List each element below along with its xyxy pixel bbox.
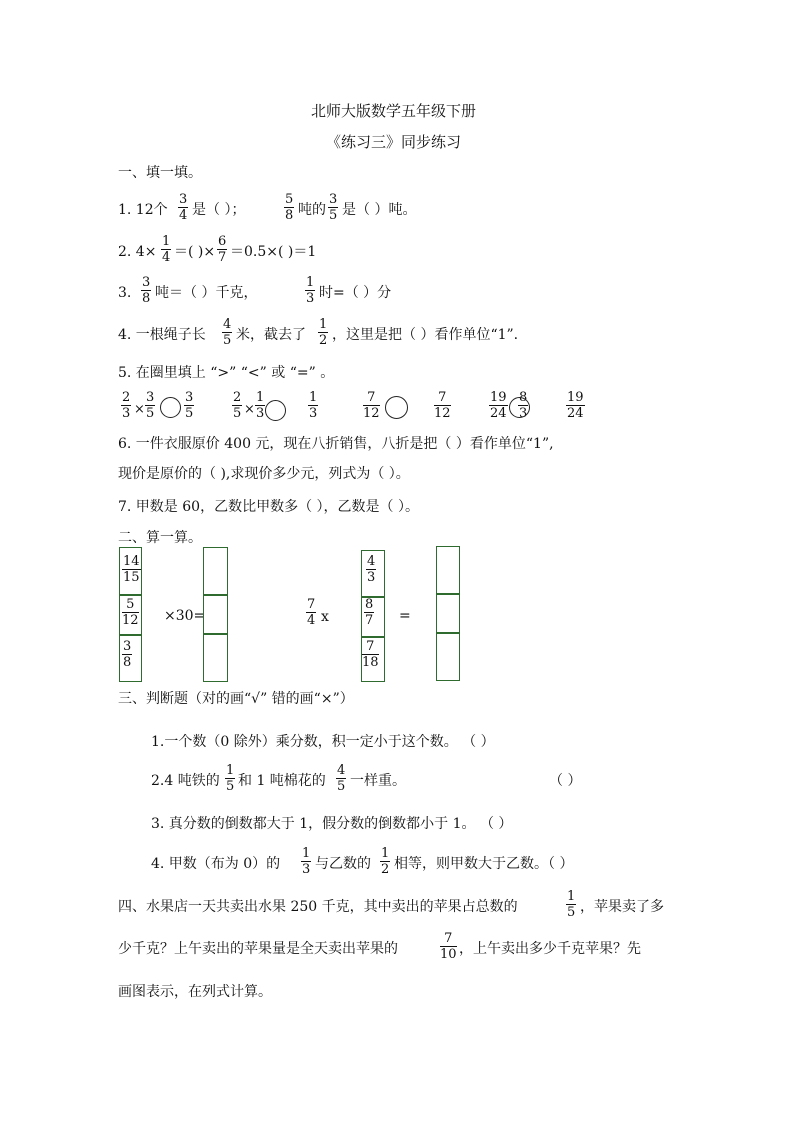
q2-text-c: ＝0.5×( )＝1 (230, 244, 317, 260)
q5-fraction: $\frac{7}{12}$ (363, 390, 380, 421)
answer-box[interactable] (203, 595, 228, 634)
q5-fraction: $\frac{2}{3}$ (122, 390, 131, 421)
q5-fraction: $\frac{2}{5}$ (233, 390, 242, 421)
q6-line-2: 现价是原价的（ ),求现价多少元，列式为（ ）。 (118, 466, 410, 482)
compare-circle[interactable] (265, 400, 286, 421)
section-4-line-2a: 少千克？上午卖出的苹果量是全天卖出苹果的 (118, 941, 398, 957)
section-4-fraction: $\frac{7}{10}$ (440, 931, 457, 962)
judge-q2-fraction: $\frac{4}{5}$ (337, 763, 346, 794)
q5-fraction: $\frac{19}{24}$ (490, 390, 507, 421)
q1-fraction-2: $\frac{5}{8}$ (285, 192, 294, 223)
calc-left-fraction: $\frac{5}{12}$ (122, 597, 139, 628)
compare-circle[interactable] (509, 397, 530, 418)
q7-text: 7. 甲数是 60，乙数比甲数多（ ），乙数是（ ）。 (118, 499, 419, 515)
q5-fraction: $\frac{1}{3}$ (309, 390, 318, 421)
q4-text-a: 4. 一根绳子长 (118, 327, 206, 343)
calc-left-fraction: $\frac{3}{8}$ (123, 639, 132, 670)
q6-line-1: 6. 一件衣服原价 400 元，现在八折销售，八折是把（ ）看作单位“1”, (118, 436, 554, 452)
answer-box[interactable] (203, 634, 228, 682)
judge-q4-a: 4. 甲数（布为 0）的 (151, 856, 281, 872)
q5-times-sign: × (134, 402, 145, 417)
section-1-heading: 一、填一填。 (118, 165, 202, 181)
judge-q4-fraction: $\frac{1}{2}$ (381, 846, 390, 877)
q2-text-a: 2. 4× (118, 244, 157, 260)
section-3-heading: 三、判断题（对的画“√” 错的画“×”） (118, 691, 354, 707)
q1-fraction-1: $\frac{3}{4}$ (179, 192, 188, 223)
q1-text-d: 是（ ）吨。 (342, 202, 417, 218)
q4-fraction-1: $\frac{4}{5}$ (223, 317, 232, 348)
q3-text-b: 吨＝（ ）千克， (155, 285, 258, 301)
calc-right-fraction: $\frac{4}{3}$ (367, 554, 376, 585)
q5-fraction: $\frac{7}{12}$ (434, 390, 451, 421)
q2-text-b: ＝( )× (174, 244, 216, 260)
calc-right-fraction: $\frac{7}{18}$ (362, 639, 379, 670)
judge-q4-c: 相等，则甲数大于乙数。（ ） (394, 856, 574, 872)
judge-q4-fraction: $\frac{1}{3}$ (302, 846, 311, 877)
q1-text-b: 是（ ）； (192, 202, 246, 218)
answer-box[interactable] (436, 594, 460, 633)
q5-text: 5. 在圈里填上 “>” “<” 或 “=” 。 (118, 365, 335, 381)
q2-fraction-2: $\frac{6}{7}$ (218, 234, 227, 265)
multiply-x: x (321, 609, 329, 625)
q5-fraction: $\frac{19}{24}$ (567, 390, 584, 421)
section-4-fraction: $\frac{1}{5}$ (567, 889, 576, 920)
section-2-heading: 二、算一算。 (118, 530, 202, 546)
calc-right-fraction: $\frac{8}{7}$ (365, 597, 374, 628)
q5-fraction: $\frac{8}{3}$ (519, 390, 528, 421)
q5-fraction: $\frac{1}{3}$ (256, 390, 265, 421)
q1-text-a: 1. 12个 (118, 202, 168, 218)
q5-fraction: $\frac{3}{5}$ (146, 390, 155, 421)
q1-text-c: 吨的 (298, 202, 326, 218)
answer-box[interactable] (203, 547, 228, 595)
q5-fraction: $\frac{3}{5}$ (185, 390, 194, 421)
compare-circle[interactable] (385, 396, 408, 419)
times-thirty: ×30= (164, 608, 206, 624)
q4-fraction-2: $\frac{1}{2}$ (319, 317, 328, 348)
q5-times-sign: × (244, 402, 255, 417)
section-4-line-1a: 四、水果店一天共卖出水果 250 千克，其中卖出的苹果占总数的 (118, 899, 518, 915)
compare-circle[interactable] (160, 397, 181, 418)
section-4-line-1b: ，苹果卖了多 (580, 899, 664, 915)
calc-mid-fraction: $\frac{7}{4}$ (307, 597, 316, 628)
judge-q2-fraction: $\frac{1}{5}$ (226, 763, 235, 794)
q2-fraction-1: $\frac{1}{4}$ (162, 234, 171, 265)
q3-text-c: 时=（ ）分 (319, 285, 392, 301)
judge-q2-b: 和 1 吨棉花的 (238, 773, 326, 789)
page-subtitle: 《练习三》同步练习 (326, 133, 462, 151)
q3-fraction-1: $\frac{3}{8}$ (142, 275, 151, 306)
judge-q2-a: 2.4 吨铁的 (151, 773, 220, 789)
q1-fraction-3: $\frac{3}{5}$ (329, 192, 338, 223)
answer-box[interactable] (436, 633, 460, 681)
q3-text-a: 3. (118, 285, 132, 301)
judge-q1: 1.一个数（0 除外）乘分数，积一定小于这个数。 （ ） (151, 734, 495, 750)
q4-text-b: 米，截去了 (236, 327, 306, 343)
equals-sign: = (399, 608, 411, 624)
answer-box[interactable] (436, 546, 460, 594)
judge-q2-c: 一样重。 (350, 773, 406, 789)
section-4-line-2b: ，上午卖出多少千克苹果？先 (459, 941, 641, 957)
q4-text-c: ，这里是把（ ）看作单位“1”. (332, 327, 519, 343)
judge-q4-b: 与乙数的 (315, 856, 371, 872)
judge-q3: 3. 真分数的倒数都大于 1，假分数的倒数都小于 1。 （ ） (151, 816, 513, 832)
judge-q2-d: （ ） (549, 773, 582, 789)
section-4-line-3: 画图表示，在列式计算。 (118, 984, 272, 1000)
calc-left-fraction: $\frac{14}{15}$ (123, 554, 140, 585)
q3-fraction-2: $\frac{1}{3}$ (306, 275, 315, 306)
page-title: 北师大版数学五年级下册 (311, 102, 477, 120)
